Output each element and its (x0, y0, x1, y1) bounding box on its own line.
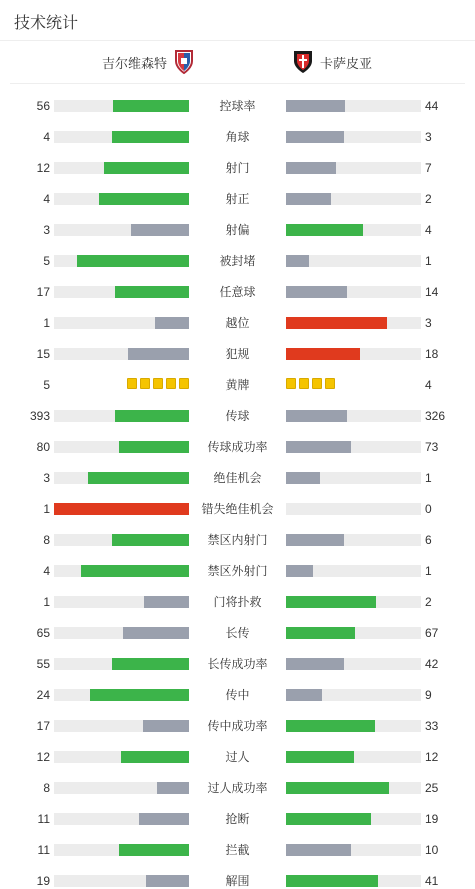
stat-row (0, 160, 475, 176)
home-stat-bar (112, 131, 189, 143)
home-stat-value: 56 (36, 99, 50, 113)
stat-label: 绝佳机会 (213, 471, 262, 485)
home-stat-bar (119, 844, 189, 856)
home-stat-bar-track (54, 503, 189, 515)
away-stat-bar-track (286, 875, 421, 887)
stat-label: 禁区外射门 (207, 564, 268, 578)
stat-label: 错失绝佳机会 (201, 502, 274, 516)
home-stat-bar (113, 100, 189, 112)
home-stat-bar (54, 503, 189, 515)
away-stat-bar-track (286, 410, 421, 422)
away-stat-value: 2 (425, 595, 432, 609)
yellow-card-icon (140, 378, 150, 389)
away-stat-bar-track (286, 255, 421, 267)
away-stat-value: 14 (425, 285, 439, 299)
away-stat-bar-track (286, 658, 421, 670)
away-stat-value: 2 (425, 192, 432, 206)
home-stat-bar-track (54, 596, 189, 608)
away-stat-bar-track (286, 503, 421, 515)
away-stat-bar (286, 410, 347, 422)
home-stat-value: 1 (43, 502, 50, 516)
stat-row (0, 191, 475, 207)
stat-row (0, 625, 475, 641)
home-team-crest-icon (173, 49, 195, 75)
away-stat-bar (286, 565, 313, 577)
stat-row (0, 563, 475, 579)
away-stat-bar (286, 813, 371, 825)
stat-label: 黄牌 (225, 378, 250, 392)
away-stat-value: 19 (425, 812, 439, 826)
home-stat-bar (143, 720, 189, 732)
away-stat-bar (286, 658, 344, 670)
home-stat-bar (144, 596, 189, 608)
away-stat-bar-track (286, 131, 421, 143)
stat-row (0, 811, 475, 827)
home-stat-bar (155, 317, 189, 329)
away-stat-bar-track (286, 100, 421, 112)
stat-label: 传球成功率 (207, 440, 268, 454)
stat-label: 长传成功率 (207, 657, 268, 671)
stat-row (0, 780, 475, 796)
away-stat-value: 3 (425, 130, 432, 144)
home-stat-bar-track (54, 410, 189, 422)
away-stat-value: 9 (425, 688, 432, 702)
away-stat-value: 1 (425, 471, 432, 485)
home-stat-value: 5 (43, 378, 50, 392)
away-stat-bar (286, 627, 355, 639)
home-stat-value: 4 (43, 192, 50, 206)
teams-row (10, 41, 465, 84)
away-team-name: 卡萨皮亚 (320, 55, 373, 71)
stat-row (0, 253, 475, 269)
stat-row (0, 470, 475, 486)
home-stat-bar (104, 162, 189, 174)
stat-label: 过人 (225, 750, 250, 764)
stat-label: 传球 (225, 409, 250, 423)
stat-label: 角球 (225, 130, 250, 144)
home-stat-value: 65 (36, 626, 50, 640)
home-stat-bar-track (54, 317, 189, 329)
home-stat-value: 4 (43, 130, 50, 144)
away-stat-bar-track (286, 162, 421, 174)
away-stat-bar (286, 720, 375, 732)
stat-row (0, 687, 475, 703)
away-stat-value: 12 (425, 750, 439, 764)
home-stat-bar (121, 751, 189, 763)
away-stat-value: 0 (425, 502, 432, 516)
home-stat-bar-track (54, 844, 189, 856)
away-stat-value: 25 (425, 781, 439, 795)
away-stat-bar-track (286, 627, 421, 639)
stat-label: 射偏 (225, 223, 250, 237)
home-stat-value: 3 (43, 223, 50, 237)
home-stat-value: 17 (36, 719, 50, 733)
away-stat-bar (286, 875, 378, 887)
home-stat-bar-track (54, 286, 189, 298)
stat-row (0, 377, 475, 393)
away-stat-bar-track (286, 720, 421, 732)
stat-label: 犯规 (225, 347, 250, 361)
stat-row (0, 656, 475, 672)
away-stat-bar (286, 844, 351, 856)
away-stat-bar (286, 348, 360, 360)
stat-label: 解围 (225, 874, 250, 888)
home-stat-bar-track (54, 627, 189, 639)
home-stat-value: 24 (36, 688, 50, 702)
yellow-card-icon (286, 378, 296, 389)
stat-label: 射正 (225, 192, 250, 206)
away-stat-bar-track (286, 348, 421, 360)
yellow-card-icon (153, 378, 163, 389)
away-stat-bar-track (286, 596, 421, 608)
home-team-name: 吉尔维森特 (102, 55, 168, 71)
away-stat-value: 18 (425, 347, 439, 361)
home-stat-bar-track (54, 782, 189, 794)
home-stat-value: 4 (43, 564, 50, 578)
away-stat-bar (286, 100, 345, 112)
stat-label: 传中成功率 (207, 719, 268, 733)
stat-label: 越位 (225, 316, 250, 330)
away-stat-value: 326 (425, 409, 446, 423)
home-stat-bar (99, 193, 189, 205)
stat-label: 抢断 (225, 812, 250, 826)
home-stat-bar-track (54, 441, 189, 453)
home-stat-bar (112, 658, 189, 670)
away-stat-bar (286, 317, 387, 329)
stat-row (0, 284, 475, 300)
stat-label: 被封堵 (219, 254, 256, 268)
away-stat-bar (286, 131, 344, 143)
home-stat-bar (77, 255, 189, 267)
home-stat-bar-track (54, 534, 189, 546)
home-stat-bar (139, 813, 189, 825)
stat-label: 传中 (225, 688, 250, 702)
home-stat-value: 8 (43, 781, 50, 795)
stat-label: 拦截 (225, 843, 250, 857)
away-stat-value: 42 (425, 657, 439, 671)
home-stat-value: 1 (43, 316, 50, 330)
home-stat-bar-track (54, 751, 189, 763)
home-stat-bar-track (54, 224, 189, 236)
stat-row (0, 222, 475, 238)
away-team[interactable] (292, 48, 372, 76)
away-stat-bar (286, 286, 347, 298)
away-stat-value: 7 (425, 161, 432, 175)
away-stat-bar-track (286, 224, 421, 236)
stat-row (0, 718, 475, 734)
home-stat-bar (115, 286, 189, 298)
home-stat-bar (88, 472, 189, 484)
away-stat-bar-track (286, 472, 421, 484)
home-stat-value: 8 (43, 533, 50, 547)
stat-row (0, 594, 475, 610)
yellow-card-icon (325, 378, 335, 389)
home-stat-value: 12 (36, 161, 50, 175)
away-stat-bar-track (286, 441, 421, 453)
stat-row (0, 873, 475, 889)
away-stat-bar-track (286, 317, 421, 329)
home-stat-bar-track (54, 720, 189, 732)
home-stat-bar (146, 875, 189, 887)
away-stat-value: 1 (425, 564, 432, 578)
away-team-crest-icon (292, 49, 314, 75)
yellow-card-icon (166, 378, 176, 389)
home-stat-bar-track (54, 689, 189, 701)
home-stat-bar (112, 534, 189, 546)
away-stat-bar (286, 441, 351, 453)
home-stat-bar (81, 565, 189, 577)
away-stat-bar (286, 472, 320, 484)
away-stat-value: 4 (425, 378, 432, 392)
home-stat-value: 11 (37, 812, 50, 826)
away-stat-bar (286, 193, 331, 205)
stat-row (0, 501, 475, 517)
away-stat-bar-track (286, 286, 421, 298)
stat-label: 任意球 (219, 285, 256, 299)
away-stat-bar (286, 162, 336, 174)
home-stat-value: 11 (37, 843, 50, 857)
stat-label: 长传 (225, 626, 250, 640)
home-stat-value: 19 (36, 874, 50, 888)
home-stat-bar-track (54, 255, 189, 267)
home-stat-bar (115, 410, 189, 422)
away-stat-bar-track (286, 534, 421, 546)
home-stat-bar-track (54, 565, 189, 577)
away-stat-bar (286, 255, 309, 267)
home-stat-bar (128, 348, 189, 360)
away-stat-bar (286, 596, 376, 608)
home-stat-bar-track (54, 193, 189, 205)
home-stat-bar-track (54, 100, 189, 112)
away-stat-bar-track (286, 689, 421, 701)
stat-label: 禁区内射门 (207, 533, 268, 547)
home-stat-value: 12 (36, 750, 50, 764)
stat-label: 过人成功率 (207, 781, 268, 795)
yellow-card-icon (312, 378, 322, 389)
away-stat-bar-track (286, 813, 421, 825)
home-stat-value: 1 (43, 595, 50, 609)
home-stat-bar-track (54, 813, 189, 825)
away-stat-bar (286, 689, 322, 701)
away-stat-value: 41 (425, 874, 439, 888)
away-stat-bar-track (286, 844, 421, 856)
away-stat-value: 44 (425, 99, 439, 113)
home-stat-bar (131, 224, 189, 236)
home-stat-bar-track (54, 131, 189, 143)
home-yellow-cards (127, 378, 189, 389)
stats-header (0, 0, 475, 41)
away-stat-value: 1 (425, 254, 432, 268)
away-stat-bar-track (286, 565, 421, 577)
home-stat-bar-track (54, 162, 189, 174)
home-team[interactable] (102, 48, 195, 76)
home-stat-bar (157, 782, 189, 794)
stat-row (0, 842, 475, 858)
stat-label: 门将扑救 (213, 595, 262, 609)
home-stat-value: 393 (29, 409, 50, 423)
home-stat-value: 15 (36, 347, 50, 361)
home-stat-value: 5 (43, 254, 50, 268)
home-stat-bar-track (54, 472, 189, 484)
stat-row (0, 98, 475, 114)
away-stat-bar-track (286, 193, 421, 205)
stat-row (0, 532, 475, 548)
home-stat-bar-track (54, 875, 189, 887)
stat-row (0, 439, 475, 455)
home-stat-bar (119, 441, 189, 453)
away-stat-bar-track (286, 782, 421, 794)
page-title: 技术统计 (14, 15, 79, 32)
away-stat-value: 4 (425, 223, 432, 237)
stat-row (0, 315, 475, 331)
home-stat-value: 3 (43, 471, 50, 485)
away-stat-value: 33 (425, 719, 439, 733)
home-stat-value: 55 (36, 657, 50, 671)
away-stat-value: 3 (425, 316, 432, 330)
home-stat-bar-track (54, 348, 189, 360)
away-stat-bar (286, 751, 354, 763)
away-stat-bar-track (286, 751, 421, 763)
stat-row (0, 346, 475, 362)
stat-row (0, 749, 475, 765)
yellow-card-icon (127, 378, 137, 389)
yellow-card-icon (179, 378, 189, 389)
home-stat-value: 80 (36, 440, 50, 454)
away-stat-bar (286, 224, 363, 236)
yellow-card-icon (299, 378, 309, 389)
stat-row (0, 129, 475, 145)
home-stat-bar (90, 689, 189, 701)
home-stat-bar-track (54, 658, 189, 670)
stat-label: 控球率 (219, 99, 256, 113)
away-stat-bar (286, 534, 344, 546)
away-stat-bar (286, 782, 389, 794)
home-stat-bar (123, 627, 189, 639)
stat-row (0, 408, 475, 424)
home-stat-value: 17 (36, 285, 50, 299)
away-stat-value: 67 (425, 626, 439, 640)
stat-label: 射门 (225, 161, 250, 175)
away-yellow-cards (286, 378, 335, 389)
away-stat-value: 6 (425, 533, 432, 547)
away-stat-value: 10 (425, 843, 439, 857)
away-stat-value: 73 (425, 440, 439, 454)
